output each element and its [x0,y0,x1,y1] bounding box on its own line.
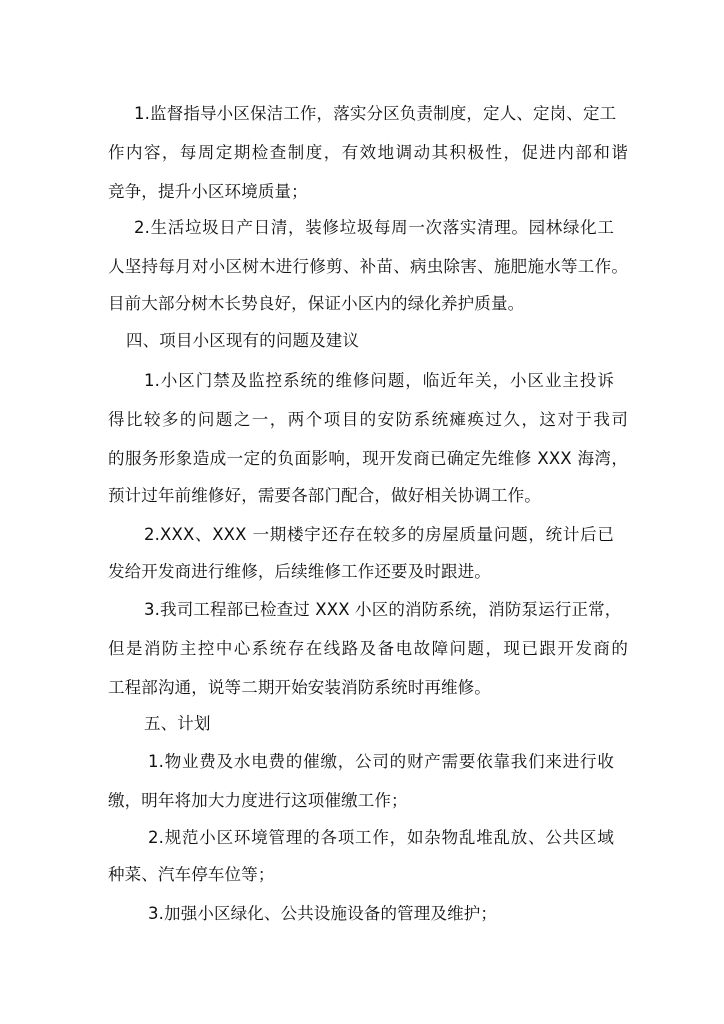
paragraph-2-line-3: 目前大部分树木长势良好，保证小区内的绿化养护质量。 [108,294,525,313]
paragraph-3-line-1: 1.小区门禁及监控系统的维修问题，临近年关，小区业主投诉 [144,371,614,390]
paragraph-4-line-2: 发给开发商进行维修，后续维修工作还要及时跟进。 [108,562,491,581]
section-heading-problems: 四、项目小区现有的问题及建议 [126,331,360,350]
paragraph-1-line-1: 1.监督指导小区保洁工作，落实分区负责制度，定人、定岗、定工 [134,104,617,123]
paragraph-2-line-1: 2.生活垃圾日产日清，装修垃圾每周一次落实清理。园林绿化工 [134,218,614,237]
paragraph-3-line-3: 的服务形象造成一定的负面影响，现开发商已确定先维修 XXX 海湾， [108,449,628,468]
paragraph-1-line-2: 作内容，每周定期检查制度，有效地调动其积极性，促进内部和谐 [108,143,628,162]
paragraph-3-line-4: 预计过年前维修好，需要各部门配合，做好相关协调工作。 [108,486,541,505]
paragraph-7-line-1: 2.规范小区环境管理的各项工作，如杂物乱堆乱放、公共区域 [148,828,614,847]
paragraph-5-line-3: 工程部沟通，说等二期开始安装消防系统时再维修。 [108,678,491,697]
paragraph-7-line-2: 种菜、汽车停车位等； [108,865,275,884]
paragraph-4-line-1: 2.XXX、XXX 一期楼宇还存在较多的房屋质量问题，统计后已 [144,525,614,544]
paragraph-5-line-2: 但是消防主控中心系统存在线路及备电故障问题，现已跟开发商的 [108,639,628,658]
paragraph-8-line-1: 3.加强小区绿化、公共设施设备的管理及维护； [148,904,498,923]
paragraph-5-line-1: 3.我司工程部已检查过 XXX 小区的消防系统，消防泵运行正常， [144,600,622,619]
paragraph-6-line-2: 缴，明年将加大力度进行这项催缴工作； [108,791,408,810]
paragraph-2-line-2: 人坚持每月对小区树木进行修剪、补苗、病虫除害、施肥施水等工作。 [108,257,628,276]
paragraph-3-line-2: 得比较多的问题之一，两个项目的安防系统瘫痪过久，这对于我司 [108,410,628,429]
section-heading-plan: 五、计划 [144,714,211,733]
paragraph-1-line-3: 竞争，提升小区环境质量； [108,182,308,201]
paragraph-6-line-1: 1.物业费及水电费的催缴，公司的财产需要依靠我们来进行收 [148,752,614,771]
